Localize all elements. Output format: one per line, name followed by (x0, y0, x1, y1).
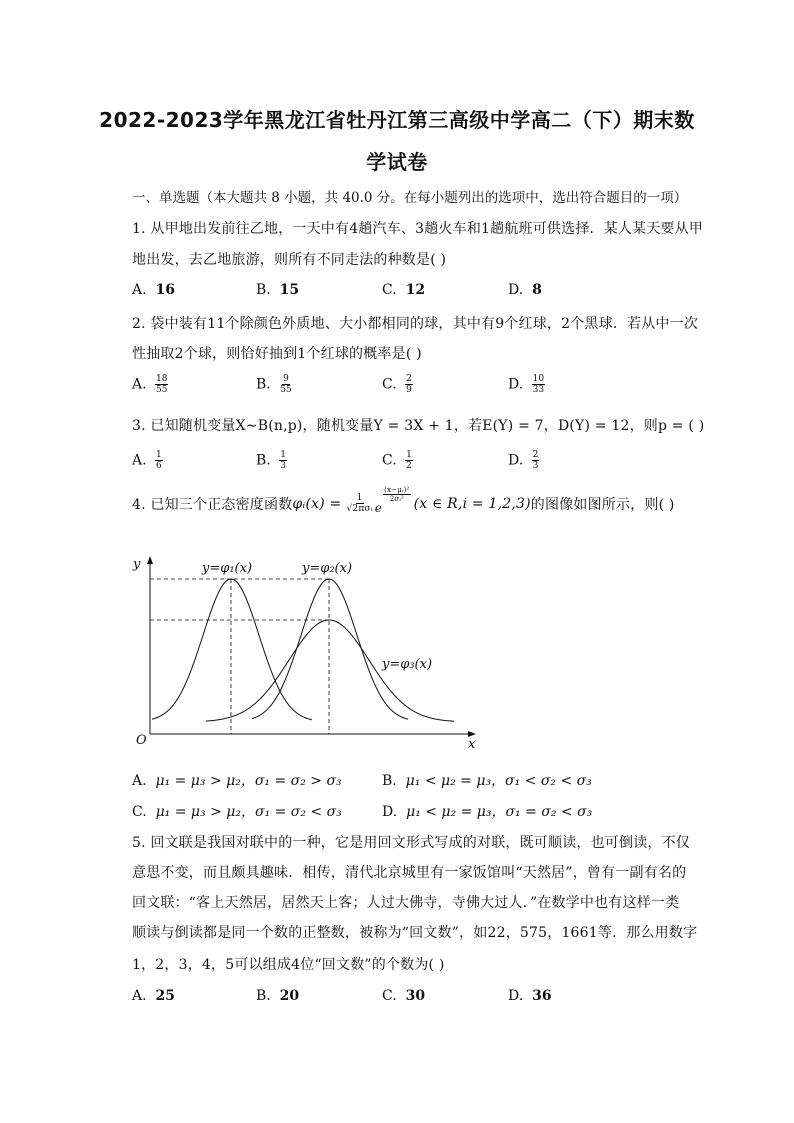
option-label: A. (132, 452, 147, 469)
option-value: 36 (532, 988, 552, 1004)
q4-prefix: 4. 已知三个正态密度函数 (132, 496, 293, 513)
normal-curves-figure (120, 548, 490, 753)
q2-option-a[interactable] (132, 374, 168, 395)
q5-stem-line-2: 意思不变，而且颇具趣味．相传，清代北京城里有一家饭馆叫“天然居”，曾有一副有名的 (132, 865, 687, 881)
section-heading: 一、单选题（本大题共 8 小题，共 40.0 分。在每小题列出的选项中，选出符合题目的一项） (132, 190, 688, 206)
option-label: B. (256, 452, 271, 469)
option-value: 30 (405, 988, 426, 1004)
q1-stem-line-2: 地出发，去乙地旅游，则所有不同走法的种数是( ) (132, 252, 447, 268)
option-value: 16 (155, 282, 175, 298)
option-fraction: $\frac{2}{9}$ (406, 374, 412, 395)
option-label: A. (132, 282, 147, 298)
option-label: B. (256, 282, 271, 298)
option-value: 8 (532, 282, 542, 298)
q5-option-b[interactable] (256, 988, 299, 1004)
exam-title-line-1: 2022-2023学年黑龙江省牡丹江第三高级中学高二（下）期末数 (99, 108, 695, 132)
option-value: μ₁ < μ₂ = μ₃，σ₁ = σ₂ < σ₃ (406, 804, 593, 820)
q1-stem-line-1: 1. 从甲地出发前往乙地，一天中有4趟汽车、3趟火车和1趟航班可供选择．某人某天要从甲 (132, 221, 704, 237)
option-label: C. (382, 452, 397, 469)
exam-title-line-2: 学试卷 (366, 150, 428, 174)
q1-option-b[interactable] (256, 282, 299, 298)
option-label: C. (382, 988, 397, 1004)
q3-option-d[interactable] (508, 450, 539, 471)
q4-base: e (374, 500, 383, 515)
option-fraction: $\frac{1}{3}$ (280, 450, 286, 471)
option-label: D. (382, 804, 398, 820)
option-fraction: $\frac{2}{3}$ (532, 450, 539, 471)
q4-option-d[interactable] (382, 801, 592, 821)
option-value: 20 (279, 988, 300, 1004)
q4-option-c[interactable] (132, 801, 342, 821)
curve-label-1: y=φ₁(x) (202, 561, 253, 576)
option-label: D. (508, 452, 524, 469)
q4-domain: (x ∈ R,i = 1,2,3) (413, 495, 531, 512)
option-value: 15 (279, 282, 300, 298)
q5-stem-line-1: 5. 回文联是我国对联中的一种，它是用回文形式写成的对联，既可顺读，也可倒读，不仅 (132, 835, 691, 851)
option-value: μ₁ < μ₂ = μ₃，σ₁ < σ₂ < σ₃ (405, 773, 592, 789)
q1-option-c[interactable] (382, 282, 425, 298)
q1-option-d[interactable] (508, 282, 542, 298)
q4-option-a[interactable] (132, 770, 342, 790)
option-label: B. (382, 773, 397, 789)
curve-label-3: y=φ₃(x) (382, 657, 433, 672)
origin-label: O (136, 733, 147, 748)
y-axis-label: y (133, 557, 141, 572)
option-fraction: $\frac{1}{6}$ (156, 450, 162, 471)
q4-coefficient: $\frac{1}{\text{√2πσᵢ}}$ (346, 493, 373, 514)
q3-option-b[interactable] (256, 450, 287, 471)
q4-exponent: (x−μᵢ)² 2σᵢ² (384, 486, 410, 503)
curve-phi-2 (252, 579, 408, 719)
q2-stem-line-2: 性抽取2个球，则恰好抽到1个红球的概率是( ) (132, 346, 422, 362)
option-fraction: $\frac{10}{33}$ (532, 374, 545, 395)
q1-option-a[interactable] (132, 282, 175, 298)
q2-stem-line-1: 2. 袋中装有11个除颜色外质地、大小都相同的球，其中有9个红球，2个黑球．若从中一次 (132, 316, 699, 332)
option-value: 12 (405, 282, 426, 298)
option-value: μ₁ = μ₃ > μ₂，σ₁ = σ₂ < σ₃ (155, 804, 342, 820)
option-label: B. (256, 988, 271, 1004)
option-label: D. (508, 376, 524, 393)
q5-stem-line-4: 顺读与倒读都是同一个数的正整数，被称为“回文数”，如22，575，1661等．那么用数字 (132, 925, 698, 941)
q3-stem: 3. 已知随机变量X∼B(n,p)，随机变量Y = 3X + 1，若E(Y) = 7，D(Y) = 12，则p = ( ) (132, 418, 705, 434)
option-fraction: $\frac{18}{55}$ (156, 374, 168, 395)
option-label: D. (508, 282, 524, 298)
option-label: A. (132, 773, 147, 789)
q5-option-a[interactable] (132, 988, 175, 1004)
q4-function: φᵢ(x) = (292, 495, 342, 512)
option-fraction: $\frac{9}{55}$ (280, 374, 292, 395)
option-label: A. (132, 988, 147, 1004)
q5-option-c[interactable] (382, 988, 425, 1004)
q4-suffix: 的图像如图所示，则( ) (530, 496, 675, 513)
q5-stem-line-5: 1，2，3，4，5可以组成4位“回文数”的个数为( ) (132, 957, 445, 973)
option-label: B. (256, 376, 271, 393)
q5-option-d[interactable] (508, 988, 552, 1004)
option-value: μ₁ = μ₃ > μ₂，σ₁ = σ₂ > σ₃ (155, 773, 342, 789)
curve-label-2: y=φ₂(x) (302, 561, 353, 576)
q2-option-b[interactable] (256, 374, 293, 395)
q2-option-c[interactable] (382, 374, 413, 395)
q3-option-c[interactable] (382, 450, 413, 471)
option-label: C. (382, 282, 397, 298)
option-label: A. (132, 376, 147, 393)
option-label: C. (382, 376, 397, 393)
q3-option-a[interactable] (132, 450, 163, 471)
q2-option-d[interactable] (508, 374, 545, 395)
q4-stem (132, 486, 675, 515)
curve-phi-1 (152, 579, 312, 720)
option-label: C. (132, 804, 147, 820)
option-label: D. (508, 988, 524, 1004)
q4-option-b[interactable] (382, 770, 592, 790)
y-axis-arrow (147, 556, 153, 564)
option-fraction: $\frac{1}{2}$ (406, 450, 412, 471)
option-value: 25 (155, 988, 175, 1004)
x-axis-label: x (468, 737, 476, 752)
q5-stem-line-3: 回文联：“客上天然居，居然天上客；人过大佛寺，寺佛大过人．”在数学中也有这样一类 (132, 895, 680, 911)
